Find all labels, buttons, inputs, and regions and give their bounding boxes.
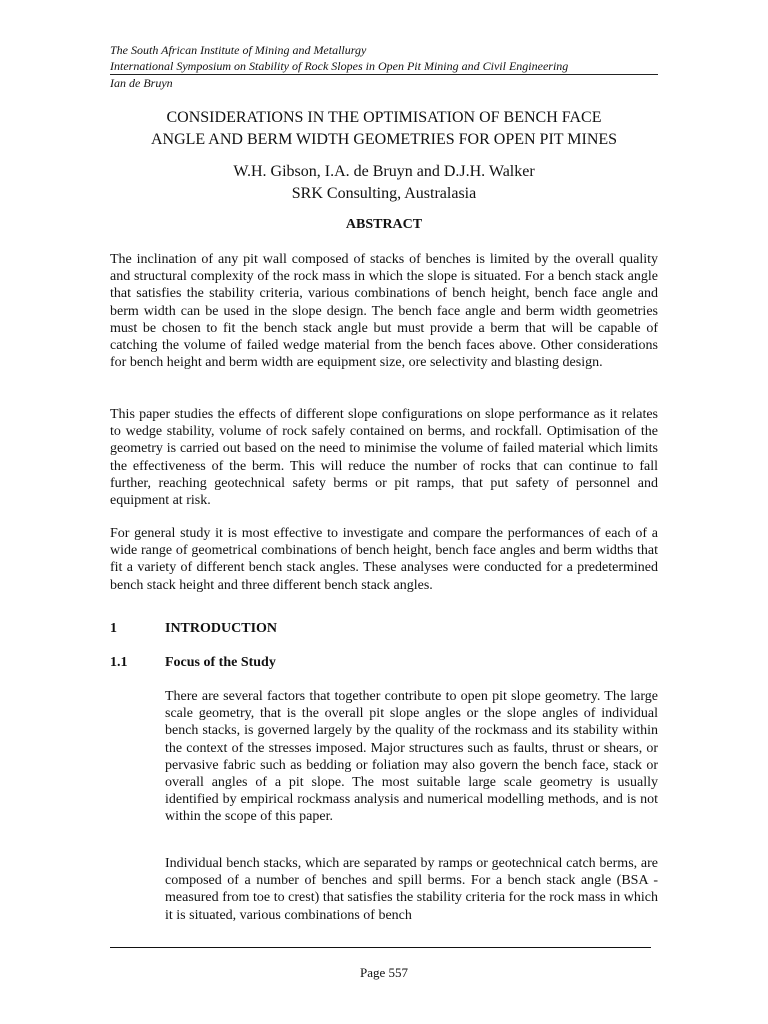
page-number: Page 557 [359,965,409,980]
abstract-paragraph-3: For general study it is most effective to investigate and compare the performances of each of a wide range of geometrical combinations of bench height, bench face angles and berm widths that fit a variety of different bench stack angles. These analyses were conducted for a predetermined bench stack height and three different bench stack angles. [110,526,658,593]
subsection-heading-focus [110,655,276,671]
running-header [110,42,658,91]
title-line-1: CONSIDERATIONS IN THE OPTIMISATION OF BENCH FACE [166,109,602,126]
body-paragraph-1: There are several factors that together contribute to open pit slope geometry. The large scale geometry, that is the overall pit slope angles or the slope angles of individual bench stacks, is governed largely by the quality of the rockmass and its stability within the context of the stresses imposed. Major structures such as faults, thrust or shears, or pervasive fabric such as bedding or foliation may also govern the bench face, stack or overall angles of a pit slope. The most suitable large scale geometry is usually identified by empirical rockmass analysis and numerical modelling methods, and is not within the scope of this paper. [165,689,658,825]
header-institute: The South African Institute of Mining and Metallurgy [110,43,367,57]
header-symposium: International Symposium on Stability of Rock Slopes in Open Pit Mining and Civil Engineering [110,58,658,75]
section-number: 1 [110,621,117,636]
author-names: W.H. Gibson, I.A. de Bruyn and D.J.H. Walker [233,163,535,180]
author-block [100,161,668,205]
title-line-2: ANGLE AND BERM WIDTH GEOMETRIES FOR OPEN PIT MINES [150,131,618,148]
paper-title [100,107,668,151]
abstract-heading: ABSTRACT [345,217,423,232]
author-affiliation: SRK Consulting, Australasia [291,185,477,202]
abstract-paragraph-2: This paper studies the effects of different slope configurations on slope performance as it relates to wedge stability, volume of rock safely contained on berms, and rockfall. Optimisation of the geometry is carried out based on the need to minimise the volume of failed material which limits the effectiveness of the berm. This will reduce the number of rocks that can continue to fall further, reaching geotechnical safety berms or pit ramps, that put safety of personnel and equipment at risk. [110,407,658,509]
subsection-number: 1.1 [110,655,128,670]
footer-rule [110,947,651,948]
section-title: INTRODUCTION [165,621,278,636]
subsection-title: Focus of the Study [165,655,276,670]
abstract-paragraph-1: The inclination of any pit wall composed of stacks of benches is limited by the overall quality and structural complexity of the rock mass in which the slope is situated. For a bench stack angle that satisfies the stability criteria, various combinations of bench height, bench face angle and berm width can be used in the slope design. The bench face angle and berm width geometries must be chosen to fit the bench stack angle but must provide a berm that will be capable of catching the volume of failed wedge material from the bench faces above. Other considerations for bench height and berm width are equipment size, ore selectivity and blasting design. [110,252,658,371]
section-heading-introduction [110,621,277,637]
body-paragraph-2: Individual bench stacks, which are separated by ramps or geotechnical catch berms, are composed of a number of benches and spill berms. For a bench stack angle (BSA - measured from toe to crest) that satisfies the stability criteria for the rock mass in which it is situated, various combinations of bench [165,856,658,923]
header-author: Ian de Bruyn [110,76,173,90]
